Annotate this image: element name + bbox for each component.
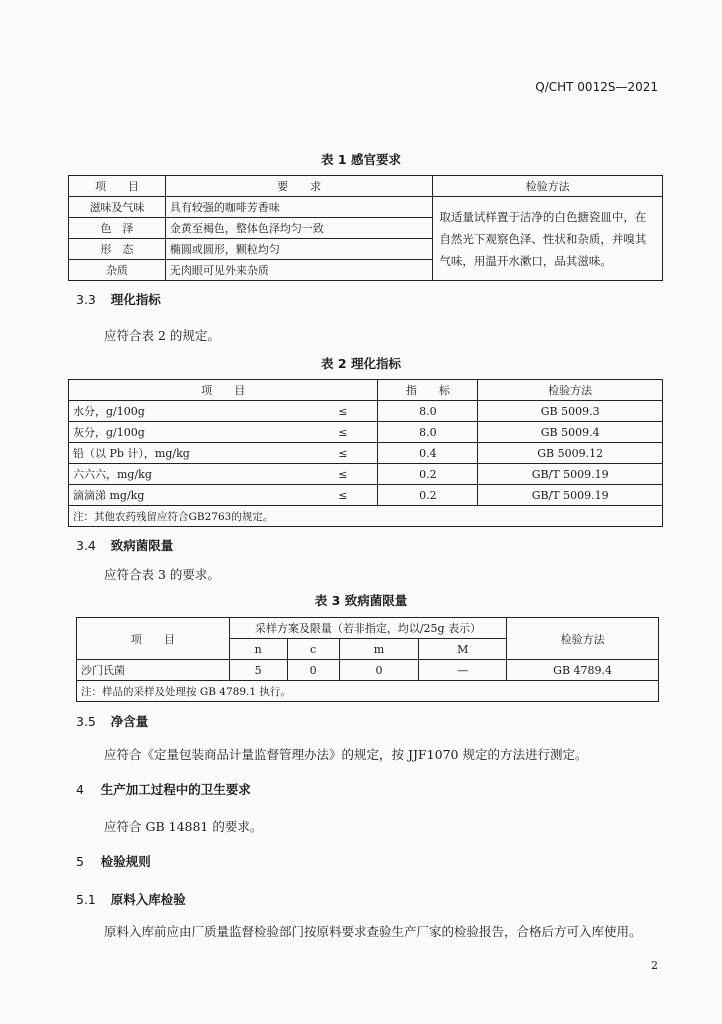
section-3-4-number: 3.4 [76,538,96,553]
section-4-heading [76,780,251,798]
table2-row4-op: ≤ [293,464,378,485]
table2-row3-value: 0.4 [378,443,478,464]
section-3-4-title: 致病菌限量 [110,538,174,553]
table2-row5-value: 0.2 [378,485,478,506]
section-4-title: 生产加工过程中的卫生要求 [100,782,251,797]
table3 [76,617,659,702]
section-5-1-title: 原料入库检验 [110,892,186,907]
table1-row1-item: 滋味及气味 [69,197,166,218]
table2-row1-method: GB 5009.3 [478,401,663,422]
table3-caption: 表 3 致病菌限量 [314,593,408,608]
table2-header-method: 检验方法 [478,380,663,401]
section-5-number: 5 [76,854,84,869]
table2-caption: 表 2 理化指标 [321,356,401,371]
table2 [68,379,663,527]
table1-method: 取适量试样置于洁净的白色搪瓷皿中，在自然光下观察色泽、性状和杂质，并嗅其气味，用温开水漱口，品其滋味。 [433,197,663,281]
table2-row4-method: GB/T 5009.19 [478,464,663,485]
table1-header-item: 项 目 [69,176,166,197]
table2-row3-item: 铅（以 Pb 计），mg/kg [69,443,294,464]
table2-row4-value: 0.2 [378,464,478,485]
table3-row-c: 0 [287,660,339,681]
table3-sub-M: M [419,639,507,660]
table1-header-method: 检验方法 [433,176,663,197]
table3-sub-n: n [229,639,287,660]
table2-row1-op: ≤ [293,401,378,422]
page-number: 2 [651,959,658,972]
table2-row2-method: GB 5009.4 [478,422,663,443]
table3-sub-c: c [287,639,339,660]
table2-header-item: 项 目 [69,380,378,401]
table1 [68,175,663,281]
table3-row-m: 0 [339,660,419,681]
section-3-4-heading [76,536,173,554]
section-3-5-number: 3.5 [76,714,96,729]
table2-header-index: 指 标 [378,380,478,401]
section-5-1-number: 5.1 [76,892,96,907]
section-3-3-number: 3.3 [76,292,96,307]
table1-row1-requirement: 具有较强的咖啡芳香味 [165,197,433,218]
table1-row2-item: 色 泽 [69,218,166,239]
section-3-4-text: 应符合表 3 的要求。 [104,567,220,582]
table1-row2-requirement: 金黄至褐色，整体色泽均匀一致 [165,218,433,239]
section-5-1-heading [76,890,186,908]
section-3-3-heading [76,290,161,308]
section-3-5-title: 净含量 [110,714,149,729]
table2-row5-item: 滴滴涕 mg/kg [69,485,294,506]
table2-row3-op: ≤ [293,443,378,464]
section-3-3-title: 理化指标 [110,292,161,307]
table1-row4-requirement: 无肉眼可见外来杂质 [165,260,433,281]
table2-row2-value: 8.0 [378,422,478,443]
table3-row-method: GB 4789.4 [507,660,659,681]
table3-header-plan: 采样方案及限量（若非指定，均以/25g 表示） [229,618,506,639]
table2-row3-method: GB 5009.12 [478,443,663,464]
table1-header-requirement: 要 求 [165,176,433,197]
table1-caption: 表 1 感官要求 [321,152,401,167]
table3-row-item: 沙门氏菌 [77,660,230,681]
section-3-3-text: 应符合表 2 的规定。 [104,328,220,343]
table2-row5-method: GB/T 5009.19 [478,485,663,506]
table2-note: 注：其他农药残留应符合GB2763的规定。 [69,506,663,527]
table1-row4-item: 杂质 [69,260,166,281]
table2-row5-op: ≤ [293,485,378,506]
section-3-5-heading [76,712,148,730]
section-5-1-text: 原料入库前应由厂质量监督检验部门按原料要求查验生产厂家的检验报告，合格后方可入库使用。 [104,924,642,939]
table3-header-item: 项 目 [77,618,230,660]
table3-row-M: — [419,660,507,681]
section-5-title: 检验规则 [100,854,151,869]
table2-row1-value: 8.0 [378,401,478,422]
table2-row2-item: 灰分，g/100g [69,422,294,443]
table2-row4-item: 六六六，mg/kg [69,464,294,485]
table3-row-n: 5 [229,660,287,681]
table3-note: 注：样品的采样及处理按 GB 4789.1 执行。 [77,681,659,702]
document-code: Q/CHT 0012S—2021 [535,80,658,94]
section-4-text: 应符合 GB 14881 的要求。 [104,819,263,834]
table2-row2-op: ≤ [293,422,378,443]
table1-row3-requirement: 椭圆或圆形，颗粒均匀 [165,239,433,260]
section-5-heading [76,852,151,870]
table3-header-method: 检验方法 [507,618,659,660]
section-4-number: 4 [76,782,84,797]
table3-sub-m: m [339,639,419,660]
table1-row3-item: 形 态 [69,239,166,260]
table2-row1-item: 水分，g/100g [69,401,294,422]
section-3-5-text: 应符合《定量包装商品计量监督管理办法》的规定，按 JJF1070 规定的方法进行测定。 [104,747,588,762]
